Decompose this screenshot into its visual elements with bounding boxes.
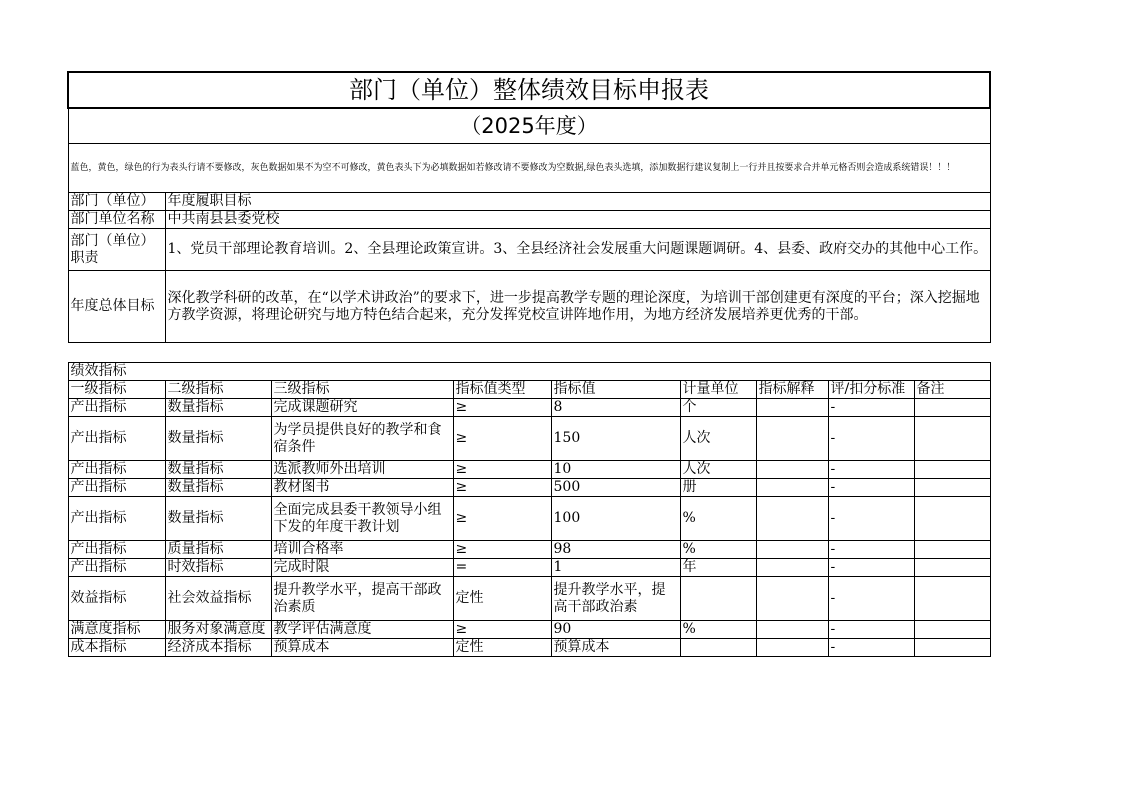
cell[interactable]: ≥ (453, 417, 551, 461)
cell[interactable]: 定性 (453, 639, 551, 657)
cell[interactable]: - (828, 559, 914, 577)
cell[interactable]: 数量指标 (165, 479, 271, 497)
cell[interactable]: 年 (680, 559, 756, 577)
cell[interactable]: 8 (551, 399, 680, 417)
cell[interactable]: 产出指标 (68, 559, 165, 577)
cell[interactable]: 500 (551, 479, 680, 497)
annual-goal-label: 年度总体目标 (68, 271, 165, 343)
cell[interactable]: - (828, 541, 914, 559)
col-header: 一级指标 (68, 381, 165, 399)
cell[interactable] (914, 399, 990, 417)
table-row (68, 417, 990, 461)
col-header: 指标解释 (756, 381, 828, 399)
cell[interactable] (914, 479, 990, 497)
unit-name-label: 部门单位名称 (68, 211, 165, 229)
cell[interactable] (756, 417, 828, 461)
cell[interactable]: ≥ (453, 399, 551, 417)
cell[interactable]: 培训合格率 (271, 541, 453, 559)
cell[interactable]: 人次 (680, 461, 756, 479)
cell[interactable] (756, 621, 828, 639)
cell[interactable]: 满意度指标 (68, 621, 165, 639)
cell[interactable] (756, 541, 828, 559)
cell[interactable]: 数量指标 (165, 417, 271, 461)
cell[interactable] (914, 417, 990, 461)
cell[interactable]: 质量指标 (165, 541, 271, 559)
cell[interactable]: 个 (680, 399, 756, 417)
cell[interactable] (914, 541, 990, 559)
cell[interactable]: % (680, 497, 756, 541)
form-title: 部门（单位）整体绩效目标申报表 (68, 72, 990, 108)
cell[interactable]: 册 (680, 479, 756, 497)
table-row (68, 577, 990, 621)
cell[interactable]: 数量指标 (165, 399, 271, 417)
cell[interactable]: 产出指标 (68, 479, 165, 497)
col-header: 二级指标 (165, 381, 271, 399)
annual-duty-goal-label: 年度履职目标 (165, 193, 990, 211)
cell[interactable]: - (828, 417, 914, 461)
table-row (68, 461, 990, 479)
cell[interactable] (756, 497, 828, 541)
cell[interactable] (756, 479, 828, 497)
cell[interactable]: 经济成本指标 (165, 639, 271, 657)
cell[interactable] (756, 639, 828, 657)
duty-label: 部门（单位）职责 (68, 229, 165, 271)
cell[interactable]: 产出指标 (68, 399, 165, 417)
cell[interactable] (914, 461, 990, 479)
form-instructions: 蓝色，黄色，绿色的行为表头行请不要修改，灰色数据如果不为空不可修改，黄色表头下为必填数据如若修改请不要修改为空数据,绿色表头选填，添加数据行建议复制上一行并且按要求合并单元格否则会造成系统错误！！！ (68, 144, 990, 193)
cell[interactable]: % (680, 621, 756, 639)
table-row (68, 559, 990, 577)
cell[interactable]: 产出指标 (68, 497, 165, 541)
cell[interactable]: ≥ (453, 479, 551, 497)
col-header: 计量单位 (680, 381, 756, 399)
cell[interactable]: 提升教学水平，提高干部政治素质 (271, 577, 453, 621)
cell[interactable]: 98 (551, 541, 680, 559)
cell[interactable]: 时效指标 (165, 559, 271, 577)
cell[interactable] (914, 497, 990, 541)
cell[interactable] (680, 639, 756, 657)
table-row (68, 497, 990, 541)
table-row (68, 399, 990, 417)
cell[interactable]: 提升教学水平，提高干部政治素 (551, 577, 680, 621)
form-table (67, 71, 991, 657)
cell[interactable]: ≥ (453, 497, 551, 541)
cell[interactable]: - (828, 479, 914, 497)
cell[interactable] (756, 577, 828, 621)
cell[interactable]: - (828, 461, 914, 479)
cell[interactable]: 数量指标 (165, 497, 271, 541)
cell[interactable] (914, 639, 990, 657)
cell[interactable]: - (828, 399, 914, 417)
table-row (68, 479, 990, 497)
cell[interactable]: 1 (551, 559, 680, 577)
cell[interactable] (756, 461, 828, 479)
duty-value[interactable]: 1、党员干部理论教育培训。2、全县理论政策宣讲。3、全县经济社会发展重大问题课题调研。4、县委、政府交办的其他中心工作。 (165, 229, 990, 271)
cell[interactable]: 人次 (680, 417, 756, 461)
cell[interactable] (914, 559, 990, 577)
cell[interactable]: 定性 (453, 577, 551, 621)
cell[interactable]: - (828, 577, 914, 621)
cell[interactable]: - (828, 621, 914, 639)
cell[interactable]: 预算成本 (271, 639, 453, 657)
cell[interactable]: 产出指标 (68, 417, 165, 461)
cell[interactable]: 10 (551, 461, 680, 479)
cell[interactable]: - (828, 639, 914, 657)
cell[interactable]: 数量指标 (165, 461, 271, 479)
table-row (68, 639, 990, 657)
cell[interactable]: 为学员提供良好的教学和食宿条件 (271, 417, 453, 461)
cell[interactable]: 选派教师外出培训 (271, 461, 453, 479)
cell[interactable]: 社会效益指标 (165, 577, 271, 621)
cell[interactable]: 全面完成县委干教领导小组下发的年度干教计划 (271, 497, 453, 541)
spacer-row (68, 343, 990, 363)
cell[interactable]: 服务对象满意度 (165, 621, 271, 639)
cell[interactable] (680, 577, 756, 621)
cell[interactable]: 150 (551, 417, 680, 461)
cell[interactable]: ≥ (453, 541, 551, 559)
cell[interactable]: 教学评估满意度 (271, 621, 453, 639)
dept-label: 部门（单位） (68, 193, 165, 211)
cell[interactable]: 预算成本 (551, 639, 680, 657)
unit-name-value[interactable]: 中共南县县委党校 (165, 211, 990, 229)
cell[interactable]: 100 (551, 497, 680, 541)
cell[interactable]: 效益指标 (68, 577, 165, 621)
col-header: 指标值类型 (453, 381, 551, 399)
cell[interactable]: 教材图书 (271, 479, 453, 497)
cell[interactable]: 成本指标 (68, 639, 165, 657)
cell[interactable]: 完成课题研究 (271, 399, 453, 417)
cell[interactable]: - (828, 497, 914, 541)
annual-goal-value[interactable]: 深化教学科研的改革，在“以学术讲政治”的要求下，进一步提高教学专题的理论深度，为培训干部创建更有深度的平台；深入挖掘地方教学资源，将理论研究与地方特色结合起来，充分发挥党校宣讲阵地作用，为地方经济发展培养更优秀的干部。 (165, 271, 990, 343)
cell[interactable]: ≥ (453, 461, 551, 479)
cell[interactable]: 90 (551, 621, 680, 639)
cell[interactable] (756, 399, 828, 417)
col-header: 备注 (914, 381, 990, 399)
form-year: （2025年度） (68, 108, 990, 144)
cell[interactable]: = (453, 559, 551, 577)
perf-section-title: 绩效指标 (68, 363, 990, 381)
cell[interactable] (756, 559, 828, 577)
cell[interactable]: 产出指标 (68, 461, 165, 479)
cell[interactable] (914, 621, 990, 639)
cell[interactable]: 完成时限 (271, 559, 453, 577)
cell[interactable]: % (680, 541, 756, 559)
performance-form-sheet (67, 71, 989, 657)
col-header: 评/扣分标准 (828, 381, 914, 399)
col-header: 三级指标 (271, 381, 453, 399)
table-row (68, 621, 990, 639)
cell[interactable] (914, 577, 990, 621)
col-header: 指标值 (551, 381, 680, 399)
cell[interactable]: 产出指标 (68, 541, 165, 559)
table-row (68, 541, 990, 559)
cell[interactable]: ≥ (453, 621, 551, 639)
